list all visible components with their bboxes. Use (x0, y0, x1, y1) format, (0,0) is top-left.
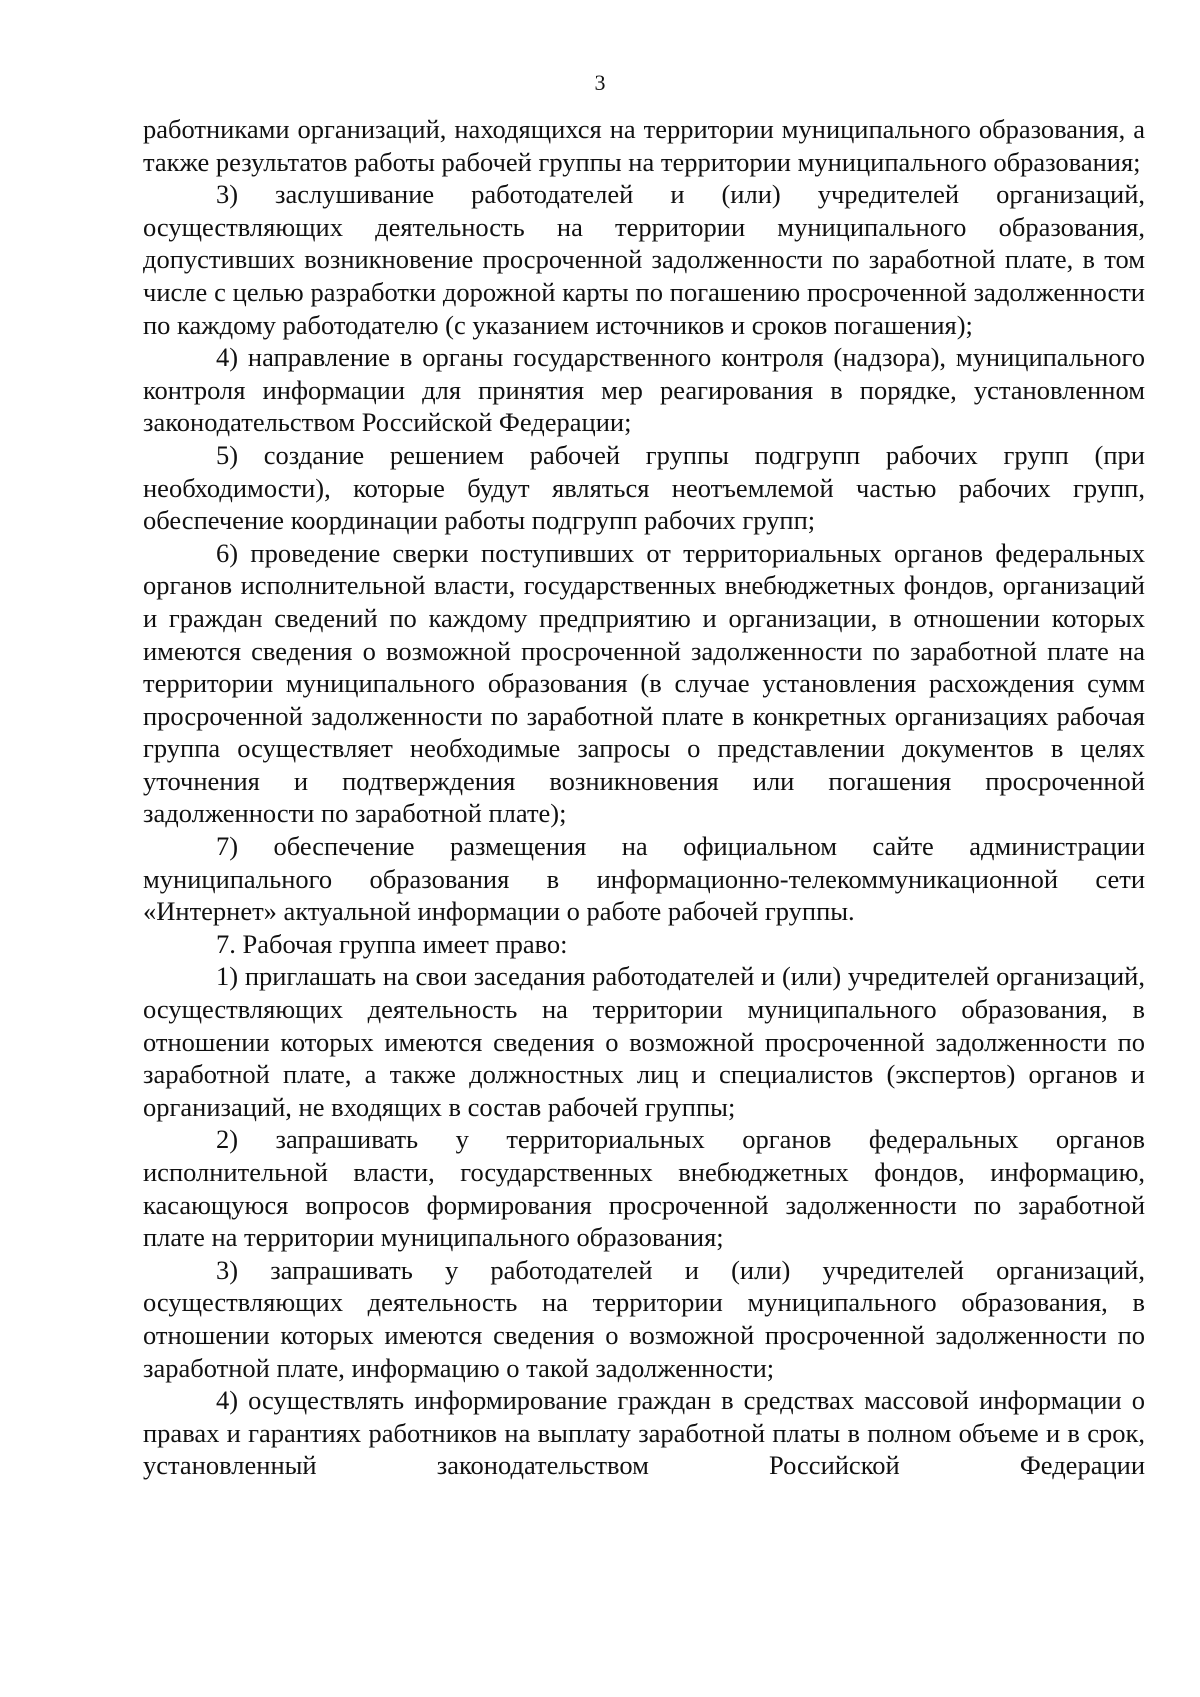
paragraph-item-3-hearing: 3) заслушивание работодателей и (или) учредителей организаций, осуществляющих деятельность на территории муниципального образования, допустивших возникновение просроченной задолженности по заработной плате, в том числе с целью разработки дорожной карты по погашению просроченной задолженности по каждому работодателю (с указанием источников и сроков погашения); (143, 179, 1145, 340)
paragraph-item-7-publication: 7) обеспечение размещения на официальном сайте администрации муниципального образования в информационно-телекоммуникационной сети «Интернет» актуальной информации о работе рабочей группы. (143, 831, 1145, 927)
page-number: 3 (594, 70, 606, 95)
paragraph-right-2-request-authorities: 2) запрашивать у территориальных органов федеральных органов исполнительной власти, государственных внебюджетных фондов, информацию, касающуюся вопросов формирования просроченной задолженности по заработной плате на территории муниципального образования; (143, 1124, 1145, 1253)
paragraph-right-4-inform: 4) осуществлять информирование граждан в средствах массовой информации о правах и гарантиях работников на выплату заработной платы в полном объеме и в срок, установленный законодательством Российской Федерации (143, 1385, 1145, 1481)
paragraph-continuation: работниками организаций, находящихся на территории муниципального образования, а также результатов работы рабочей группы на территории муниципального образования; (143, 114, 1145, 177)
paragraph-item-5-subgroups: 5) создание решением рабочей группы подгрупп рабочих групп (при необходимости), которые будут являться неотъемлемой частью рабочих групп, обеспечение координации работы подгрупп рабочих групп; (143, 439, 1145, 536)
paragraph-item-6-reconciliation: 6) проведение сверки поступивших от территориальных органов федеральных органов исполнительной власти, государственных внебюджетных фондов, организаций и граждан сведений по каждому предприятию и организации, в отношении которых имеются сведения о возможной просроченной задолженности по заработной плате на территории муниципального образования (в случае установления расхождения сумм просроченной задолженности по заработной плате в конкретных организациях рабочая группа осуществляет необходимые запросы о представлении документов в целях уточнения и подтверждения возникновения или погашения просроченной задолженности по заработной плате); (143, 537, 1145, 829)
section-heading-rights: 7. Рабочая группа имеет право: (216, 928, 568, 959)
document-body (143, 113, 1145, 1482)
paragraph-right-3-request-employers: 3) запрашивать у работодателей и (или) учредителей организаций, осуществляющих деятельность на территории муниципального образования, в отношении которых имеются сведения о возможной просроченной задолженности по заработной плате, информацию о такой задолженности; (143, 1254, 1145, 1383)
paragraph-item-4-direction: 4) направление в органы государственного контроля (надзора), муниципального контроля информации для принятия мер реагирования в порядке, установленном законодательством Российской Федерации; (143, 342, 1145, 438)
paragraph-right-1-invite: 1) приглашать на свои заседания работодателей и (или) учредителей организаций, осуществляющих деятельность на территории муниципального образования, в отношении которых имеются сведения о возможной просроченной задолженности по заработной плате, а также должностных лиц и специалистов (экспертов) органов и организаций, не входящих в состав рабочей группы; (143, 961, 1145, 1122)
